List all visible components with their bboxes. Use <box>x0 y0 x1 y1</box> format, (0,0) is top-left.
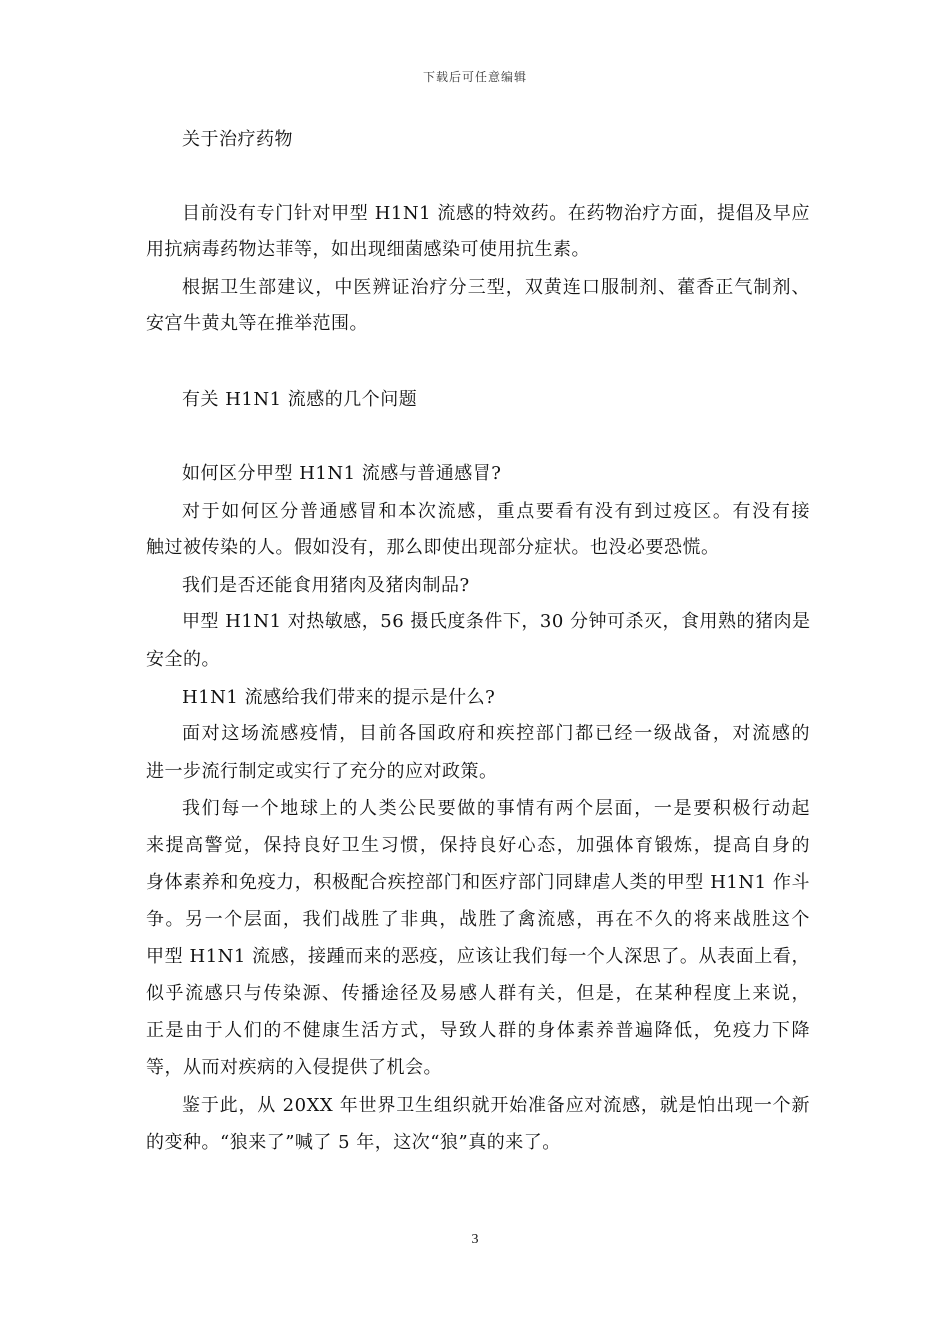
paragraph-line: 来提高警觉，保持良好卫生习惯，保持良好心态，加强体育锻炼，提高自身的 <box>146 835 810 856</box>
paragraph-line: 争。另一个层面，我们战胜了非典，战胜了禽流感，再在不久的将来战胜这个 <box>146 909 810 930</box>
question-heading: H1N1 流感给我们带来的提示是什么? <box>182 687 496 708</box>
paragraph-line: 面对这场流感疫情，目前各国政府和疾控部门都已经一级战备，对流感的 <box>182 723 810 744</box>
paragraph-line: 鉴于此，从 20XX 年世界卫生组织就开始准备应对流感，就是怕出现一个新 <box>182 1095 810 1116</box>
section-title-treatment: 关于治疗药物 <box>182 129 293 150</box>
paragraph-line: 身体素养和免疫力，积极配合疾控部门和医疗部门同肆虐人类的甲型 H1N1 作斗 <box>146 872 810 893</box>
paragraph-line: 我们每一个地球上的人类公民要做的事情有两个层面，一是要积极行动起 <box>182 798 810 819</box>
question-heading: 我们是否还能食用猪肉及猪肉制品? <box>182 575 470 596</box>
paragraph-line: 似乎流感只与传染源、传播途径及易感人群有关，但是，在某种程度上来说， <box>146 983 810 1004</box>
paragraph-line: 目前没有专门针对甲型 H1N1 流感的特效药。在药物治疗方面，提倡及早应 <box>182 203 810 224</box>
paragraph-line: 触过被传染的人。假如没有，那么即使出现部分症状。也没必要恐慌。 <box>146 537 720 558</box>
paragraph-line: 用抗病毒药物达菲等，如出现细菌感染可使用抗生素。 <box>146 239 590 260</box>
header-note: 下载后可任意编辑 <box>422 70 527 84</box>
paragraph-line: 甲型 H1N1 对热敏感，56 摄氏度条件下，30 分钟可杀灭，食用熟的猪肉是 <box>182 611 811 632</box>
paragraph-line: 对于如何区分普通感冒和本次流感，重点要看有没有到过疫区。有没有接 <box>182 501 810 522</box>
paragraph-line: 进一步流行制定或实行了充分的应对政策。 <box>146 761 498 782</box>
section-title-questions: 有关 H1N1 流感的几个问题 <box>182 389 418 410</box>
page-number: 3 <box>471 1232 479 1247</box>
paragraph-line: 甲型 H1N1 流感，接踵而来的恶疫，应该让我们每一个人深思了。从表面上看， <box>146 946 810 967</box>
paragraph-line: 等，从而对疾病的入侵提供了机会。 <box>146 1057 442 1078</box>
question-heading: 如何区分甲型 H1N1 流感与普通感冒? <box>182 463 502 484</box>
paragraph-line: 安全的。 <box>146 649 220 670</box>
paragraph-line: 正是由于人们的不健康生活方式，导致人群的身体素养普遍降低，免疫力下降 <box>146 1020 810 1041</box>
paragraph-line: 的变种。“狼来了”喊了 5 年，这次“狼”真的来了。 <box>146 1132 561 1153</box>
paragraph-line: 安宫牛黄丸等在推举范围。 <box>146 313 368 334</box>
paragraph-line: 根据卫生部建议，中医辨证治疗分三型，双黄连口服制剂、藿香正气制剂、 <box>182 277 810 298</box>
